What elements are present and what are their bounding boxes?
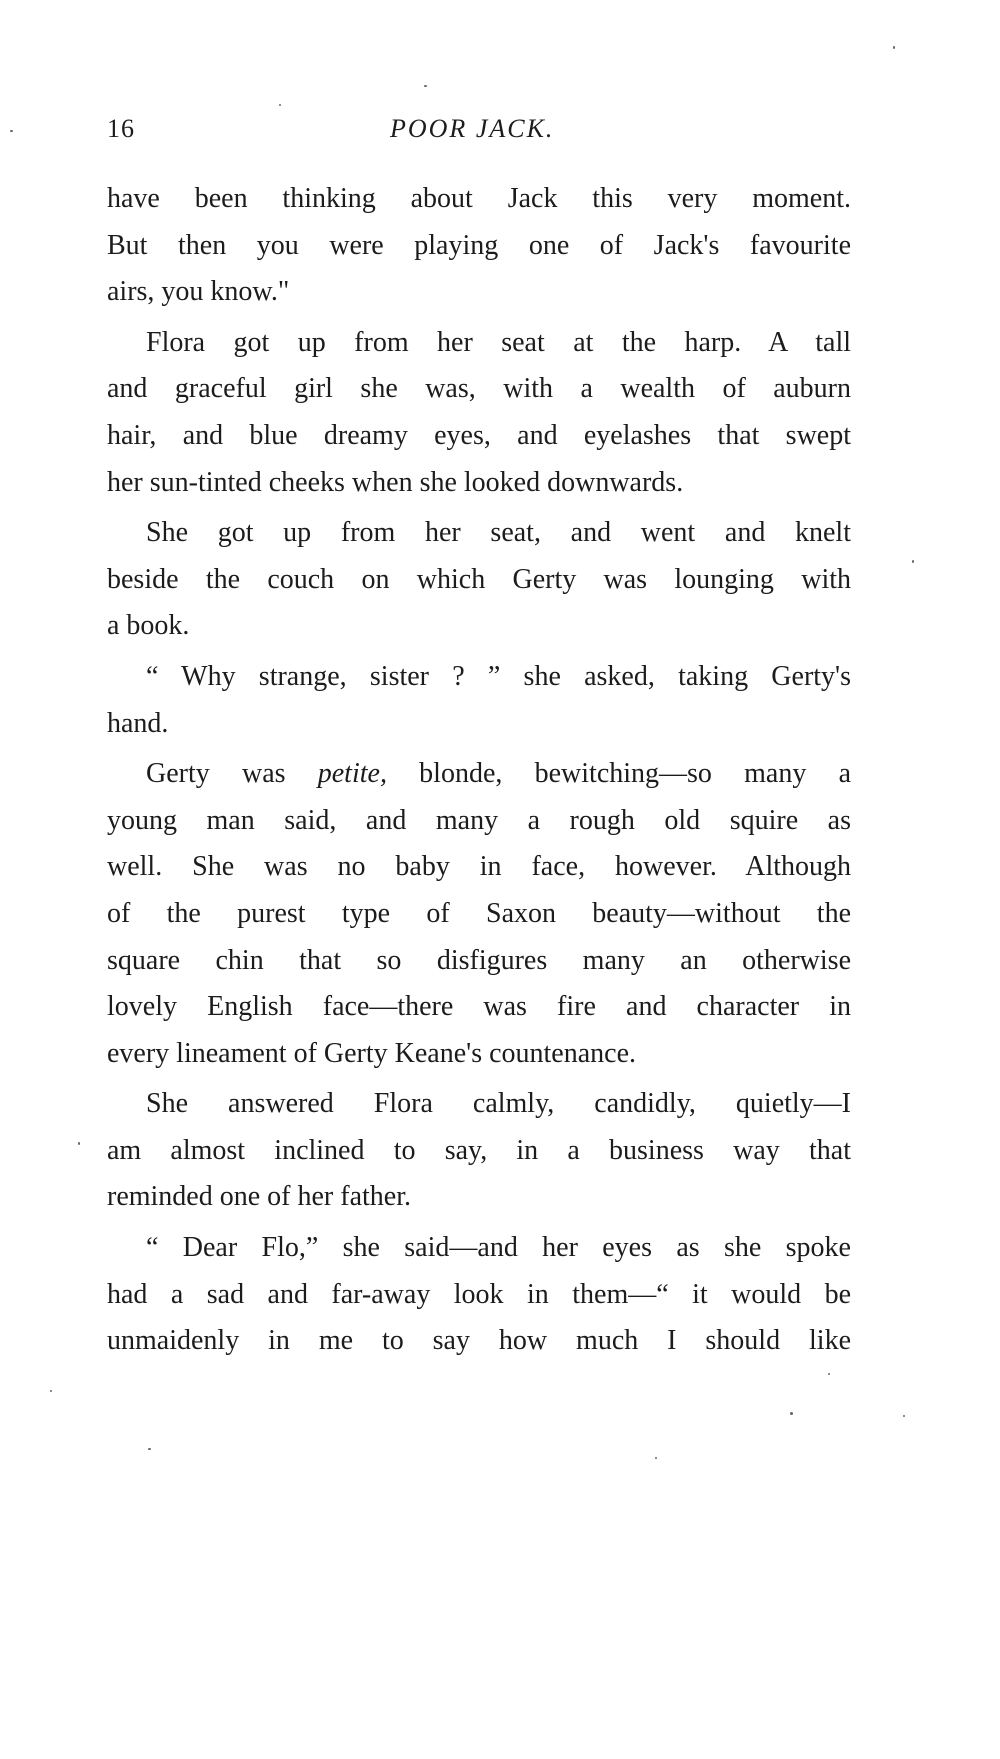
text-line: and graceful girl she was, with a wealth of auburn [107, 373, 851, 405]
text-line: unmaidenly in me to say how much I should like [107, 1325, 851, 1357]
text-line: Flora got up from her seat at the harp. A tall [146, 326, 851, 358]
text-line: lovely English face—there was fire and character in [107, 991, 851, 1023]
scan-speck [790, 1412, 793, 1415]
text-run: Gerty was [146, 758, 318, 790]
scan-speck [148, 1448, 151, 1450]
scan-speck [828, 1373, 830, 1375]
text-line: airs, you know." [107, 276, 290, 308]
body-text [107, 176, 851, 1365]
text-line: young man said, and many a rough old squire as [107, 804, 851, 836]
paragraph-7 [107, 1225, 851, 1365]
text-line: every lineament of Gerty Keane's countenance. [107, 1037, 637, 1069]
running-head [107, 114, 863, 150]
page-number: 16 [107, 114, 135, 143]
text-line: had a sad and far-away look in them—“ it would be [107, 1278, 851, 1310]
text-line: But then you were playing one of Jack's favourite [107, 229, 851, 261]
text-line: have been thinking about Jack this very moment. [107, 183, 851, 214]
scan-speck [50, 1390, 52, 1392]
scan-speck [78, 1142, 80, 1145]
paragraph-2 [107, 320, 851, 506]
scan-speck [912, 560, 914, 563]
italic-word: petite, [317, 758, 387, 790]
text-line: of the purest type of Saxon beauty—without the [107, 897, 851, 929]
text-line: “ Why strange, sister ? ” she asked, taking Gerty's [146, 660, 851, 692]
paragraph-6 [107, 1081, 851, 1221]
paragraph-4 [107, 654, 851, 747]
text-line: a book. [107, 610, 190, 642]
text-line: square chin that so disfigures many an otherwise [107, 944, 851, 976]
scan-speck [903, 1415, 905, 1417]
text-line: reminded one of her father. [107, 1181, 411, 1213]
text-line: hair, and blue dreamy eyes, and eyelashes that swept [107, 419, 851, 451]
text-line: her sun-tinted cheeks when she looked downwards. [107, 466, 684, 498]
text-line: She got up from her seat, and went and knelt [146, 517, 851, 549]
paragraph-5 [107, 751, 851, 1077]
text-line: hand. [107, 707, 169, 739]
scan-speck [279, 104, 281, 106]
paragraph-1 [107, 176, 851, 316]
paragraph-3 [107, 510, 851, 650]
scan-speck [10, 130, 13, 132]
text-line: beside the couch on which Gerty was lounging with [107, 563, 851, 595]
text-line: am almost inclined to say, in a business way that [107, 1134, 851, 1166]
text-line: She answered Flora calmly, candidly, quietly—I [146, 1088, 851, 1120]
text-line-mixed [107, 751, 851, 798]
running-title: POOR JACK. [390, 114, 555, 143]
scan-speck [655, 1457, 657, 1459]
text-run: blonde, bewitching—so many a [386, 758, 852, 790]
text-line: well. She was no baby in face, however. Although [107, 851, 851, 883]
scan-speck [424, 85, 427, 87]
text-line: “ Dear Flo,” she said—and her eyes as she spoke [146, 1232, 851, 1264]
scan-speck [893, 46, 895, 49]
